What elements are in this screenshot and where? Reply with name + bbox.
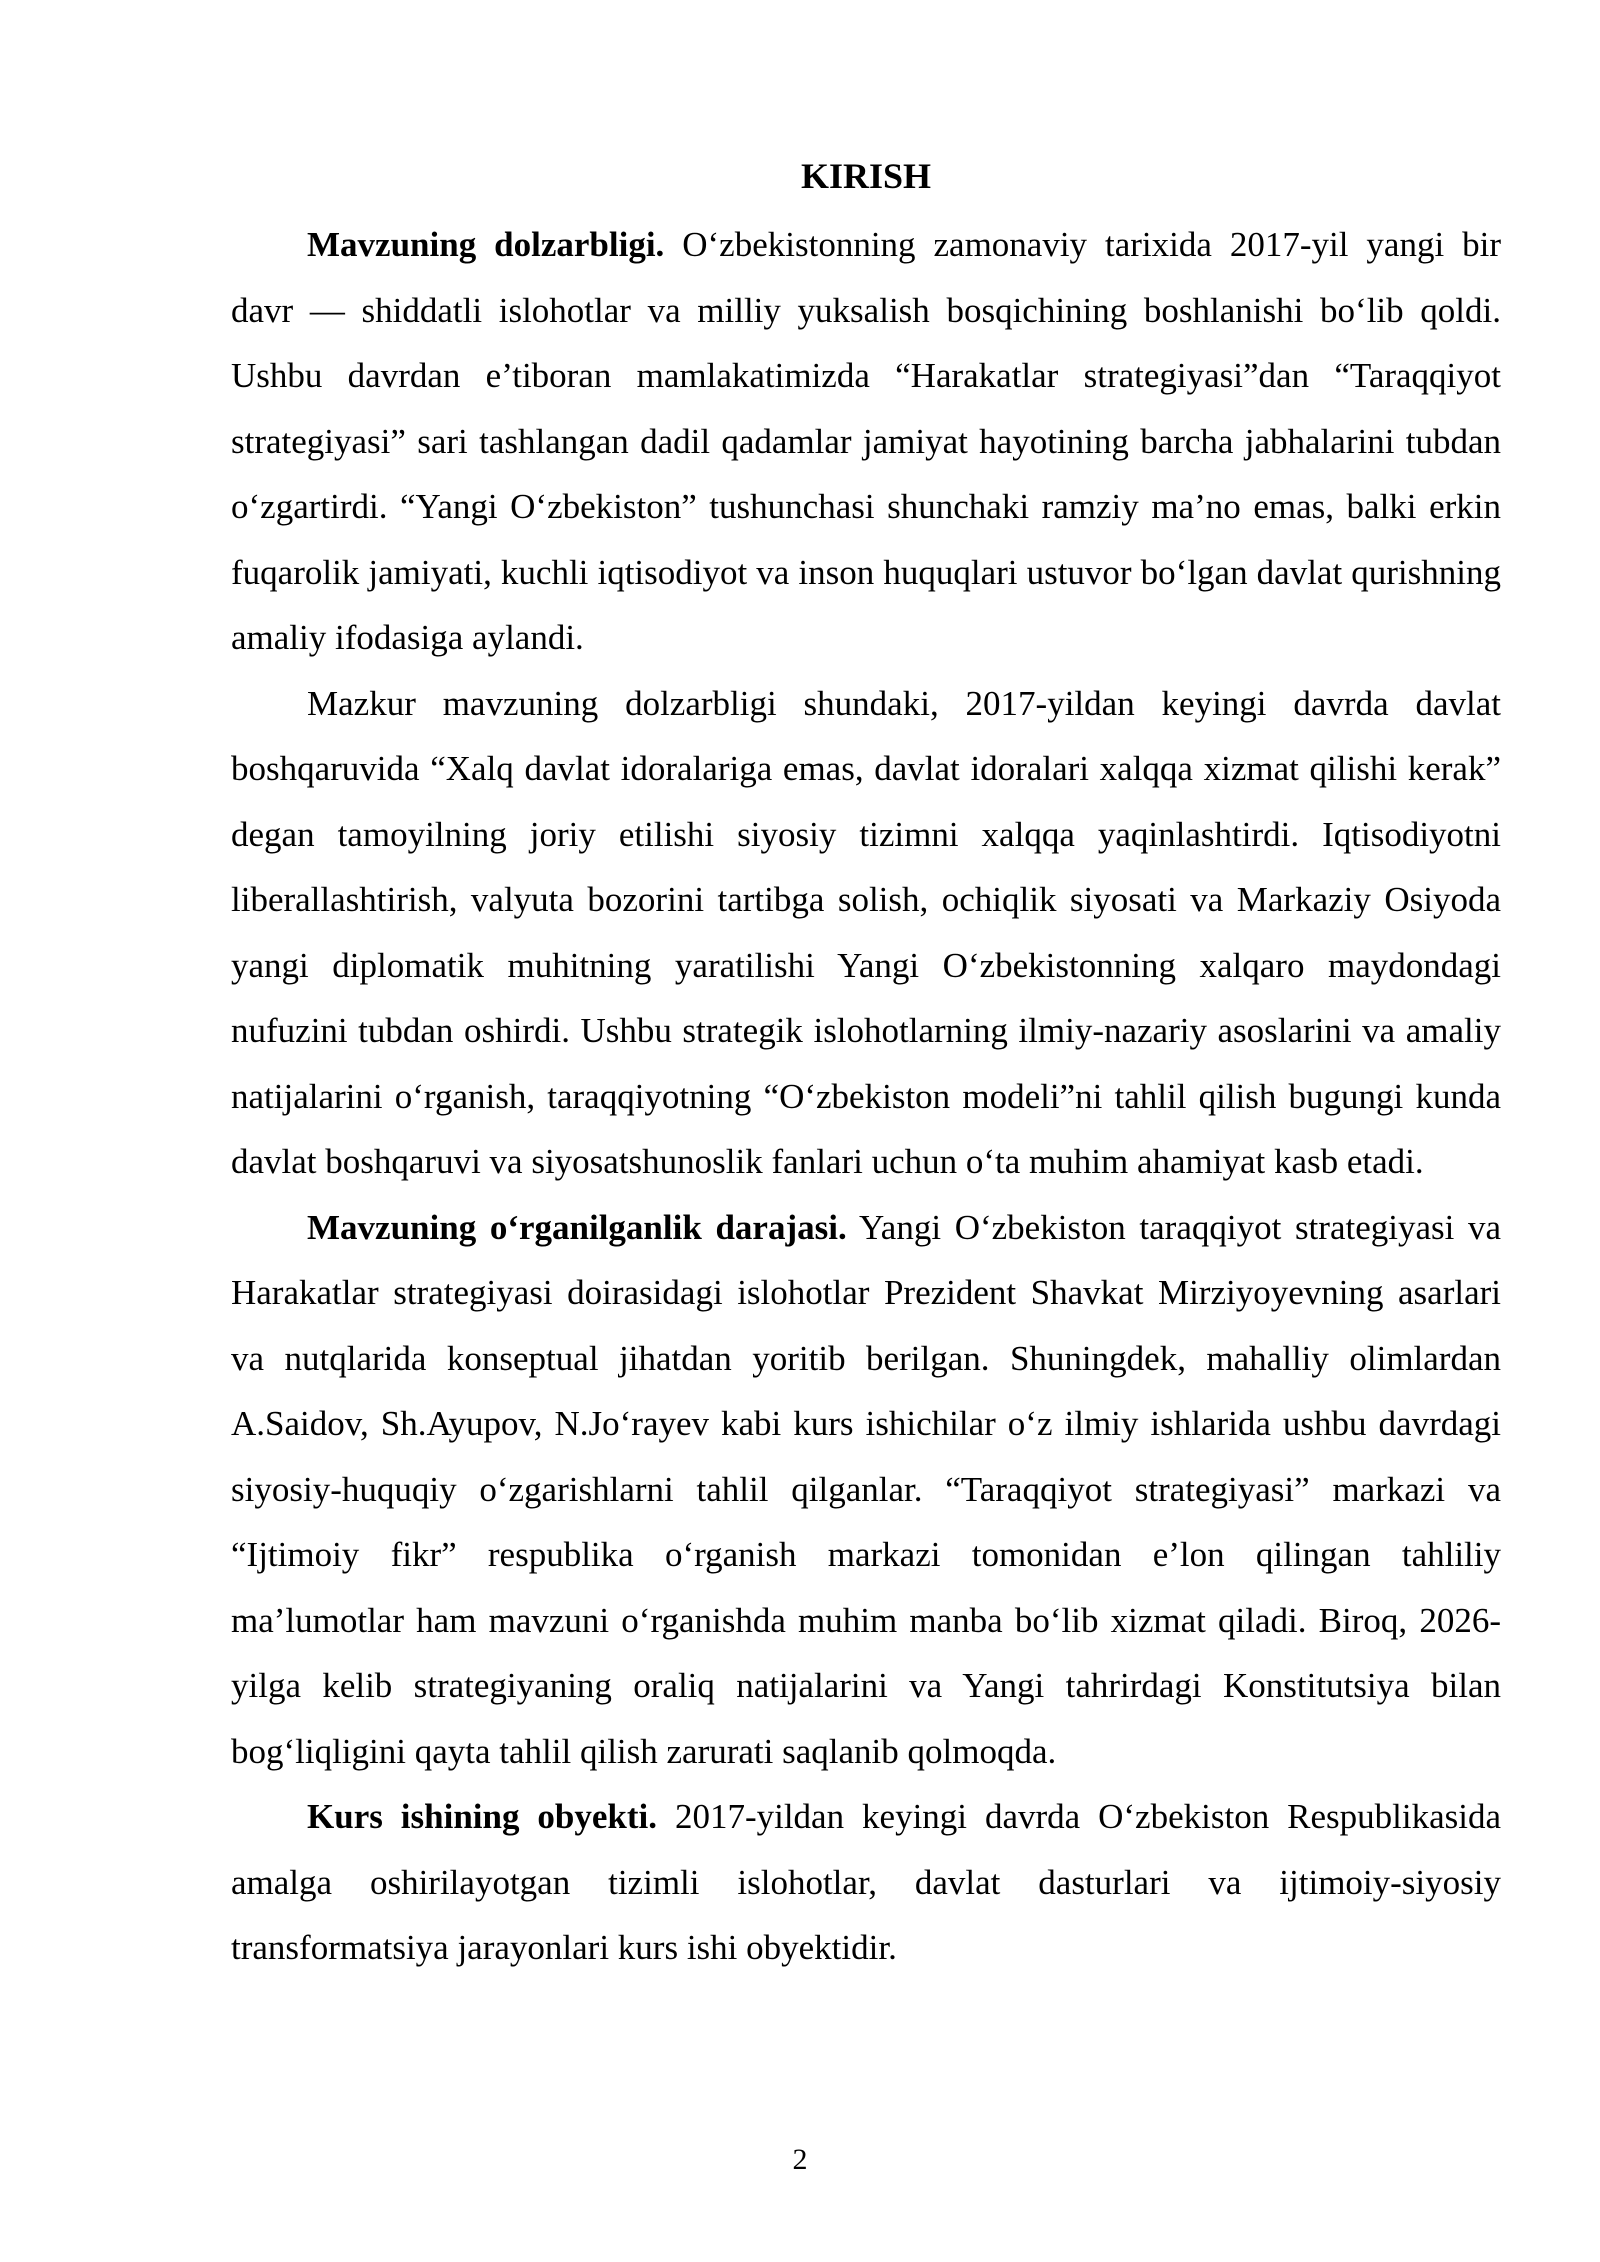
paragraph-text: Mazkur mavzuning dolzarbligi shundaki, 2017-yildan keyingi davrda davlat boshqaruvida “Xalq davlat idoralariga emas, davlat idoralari xalqqa xizmat qilishi kerak” degan tamoyilning joriy etilishi siyosiy tizimni xalqqa yaqinlashtirdi. Iqtisodiyotni liberallashtirish, valyuta bozorini tartibga solish, ochiqlik siyosati va Markaziy Osiyoda yangi diplomatik muhitning yaratilishi Yangi O‘zbekistonning xalqaro maydondagi nufuzini tubdan oshirdi. Ushbu strategik islohotlarning ilmiy-nazariy asoslarini va amaliy natijalarini o‘rganish, taraqqiyotning “O‘zbekiston modeli”ni tahlil qilish bugungi kunda davlat boshqaruvi va siyosatshunoslik fanlari uchun o‘ta muhim ahamiyat kasb etadi.: [231, 683, 1501, 1181]
page-content: [231, 148, 1501, 1981]
paragraph-relevance-continued: [231, 671, 1501, 1195]
paragraph-text: O‘zbekistonning zamonaviy tarixida 2017-yil yangi bir davr — shiddatli islohotlar va milliy yuksalish bosqichining boshlanishi bo‘lib qoldi. Ushbu davrdan e’tiboran mamlakatimizda “Harakatlar strategiyasi”dan “Taraqqiyot strategiyasi” sari tashlangan dadil qadamlar jamiyat hayotining barcha jabhalarini tubdan o‘zgartirdi. “Yangi O‘zbekiston” tushunchasi shunchaki ramziy ma’no emas, balki erkin fuqarolik jamiyati, kuchli iqtisodiyot va inson huquqlari ustuvor bo‘lgan davlat qurishning amaliy ifodasiga aylandi.: [231, 225, 1501, 657]
paragraph-relevance: [231, 212, 1501, 671]
paragraph-text: 2017-yildan keyingi davrda O‘zbekiston Respublikasida amalga oshirilayotgan tizimli islohotlar, davlat dasturlari va ijtimoiy-siyosiy transformatsiya jarayonlari kurs ishi obyektidir.: [231, 1797, 1501, 1967]
section-heading: KIRISH: [800, 156, 932, 196]
paragraph-lead: Mavzuning dolzarbligi.: [307, 225, 665, 264]
paragraph-degree-of-study: [231, 1195, 1501, 1785]
paragraph-lead: Mavzuning o‘rganilganlik darajasi.: [307, 1207, 847, 1247]
paragraph-object: [231, 1784, 1501, 1981]
paragraph-text: Yangi O‘zbekiston taraqqiyot strategiyasi va Harakatlar strategiyasi doirasidagi islohotlar Prezident Shavkat Mirziyoyevning asarlari va nutqlarida konseptual jihatdan yoritib berilgan. Shuningdek, mahalliy olimlardan A.Saidov, Sh.Ayupov, N.Jo‘rayev kabi kurs ishichilar o‘z ilmiy ishlarida ushbu davrdagi siyosiy-huquqiy o‘zgarishlarni tahlil qilganlar. “Taraqqiyot strategiyasi” markazi va “Ijtimoiy fikr” respublika o‘rganish markazi tomonidan e’lon qilingan tahliliy ma’lumotlar ham mavzuni o‘rganishda muhim manba bo‘lib xizmat qiladi. Biroq, 2026-yilga kelib strategiyaning oraliq natijalarini va Yangi tahrirdagi Konstitutsiya bilan bog‘liqligini qayta tahlil qilish zarurati saqlanib qolmoqda.: [231, 1207, 1502, 1771]
paragraph-lead: Kurs ishining obyekti.: [307, 1797, 658, 1836]
page-number: 2: [792, 2143, 808, 2176]
